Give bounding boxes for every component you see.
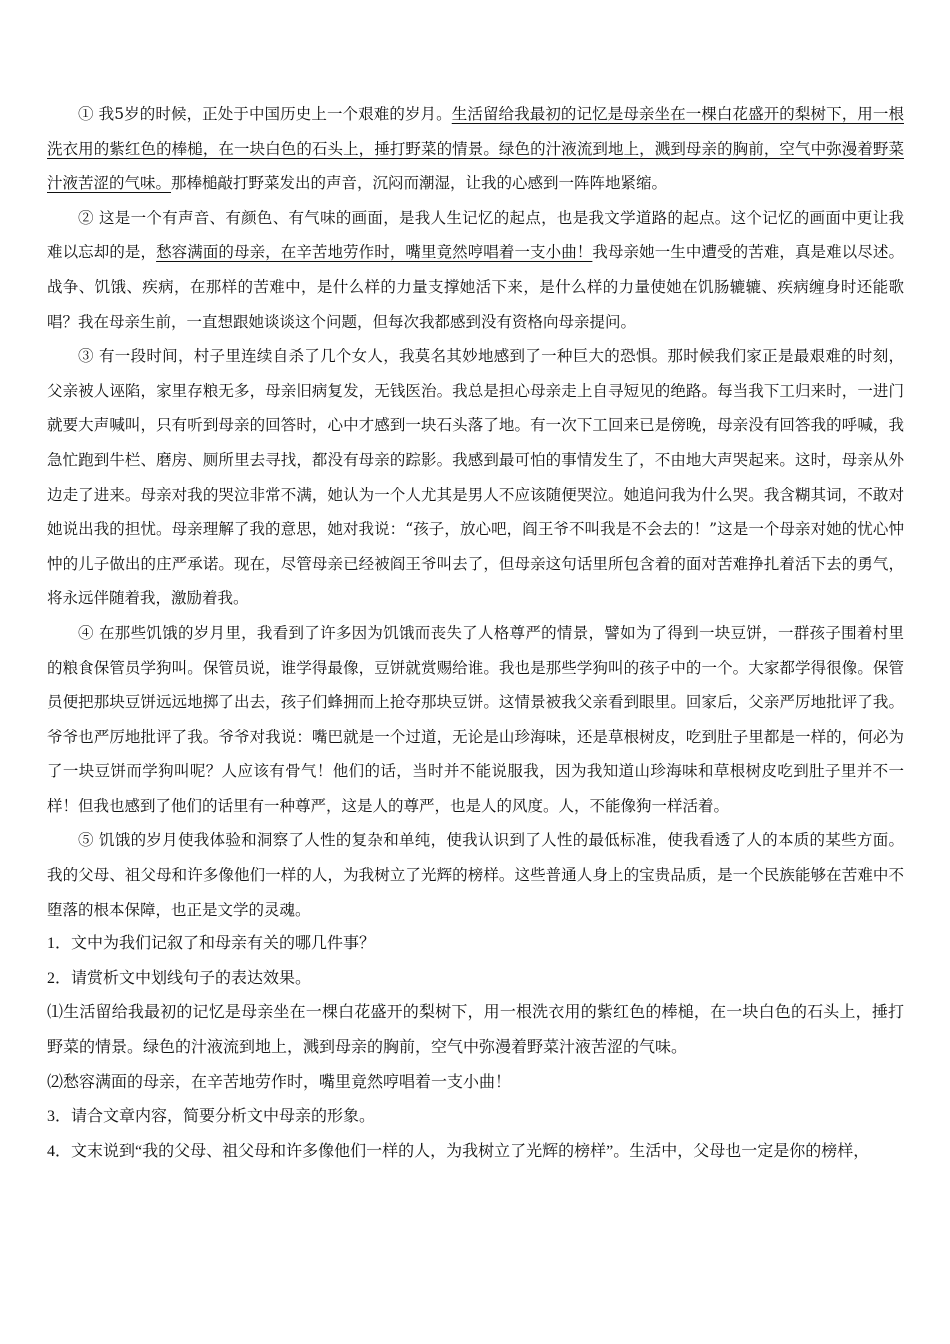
paragraph-1-text: ① 我5岁的时候，正处于中国历史上一个艰难的岁月。 [78, 105, 452, 123]
paragraph-4 [47, 616, 904, 824]
question-2-item-2: ⑵愁容满面的母亲，在辛苦地劳作时，嘴里竟然哼唱着一支小曲！ [47, 1073, 512, 1091]
paragraph-1 [47, 97, 904, 201]
paragraph-2 [47, 201, 904, 339]
question-3: 3．请合文章内容，简要分析文中母亲的形象。 [47, 1108, 376, 1126]
paragraph-2-text-end: 我母亲她一生中遭受的苦难，真是难以尽述。战争、饥饿、疾病，在那样的苦难中，是什么样的力量支撑她活下来，是什么样的力量使她在饥肠辘辘、疾病缠身时还能歌唱？我在母亲生前，一直想跟她谈谈这个问题，但每次我都感到没有资格向母亲提问。 [47, 243, 904, 331]
reading-passage [47, 97, 904, 1169]
question-2: 2．请赏析文中划线句子的表达效果。 [47, 969, 312, 987]
paragraph-5 [47, 823, 904, 927]
question-4: 4．文末说到“我的父母、祖父母和许多像他们一样的人，为我树立了光辉的榜样”。生活中，父母也一定是你的榜样， [47, 1142, 870, 1160]
underlined-sentence-1: 生活留给我最初的记忆是母亲坐在一棵白花盛开的梨树下，用一根洗衣用的紫红色的棒槌，在一块白色的石头上，捶打野菜的情景。绿色的汁液流到地上，溅到母亲的胸前，空气中弥漫着野菜汁液苦涩的气味。 [47, 105, 904, 193]
question-2-item-1: ⑴生活留给我最初的记忆是母亲坐在一棵白花盛开的梨树下，用一根洗衣用的紫红色的棒槌，在一块白色的石头上，捶打野菜的情景。绿色的汁液流到地上，溅到母亲的胸前，空气中弥漫着野菜汁液苦涩的气味。 [47, 1004, 904, 1057]
paragraph-1-text-end: 那棒槌敲打野菜发出的声音，沉闷而潮湿，让我的心感到一阵阵地紧缩。 [171, 174, 668, 193]
paragraph-3-text: ③ 有一段时间，村子里连续自杀了几个女人，我莫名其妙地感到了一种巨大的恐惧。那时候我们家正是最艰难的时刻，父亲被人诬陷，家里存粮无多，母亲旧病复发，无钱医治。我总是担心母亲走上自寻短见的绝路。每当我下工归来时，一进门就要大声喊叫，只有听到母亲的回答时，心中才感到一块石头落了地。有一次下工回来已是傍晚，母亲没有回答我的呼喊，我急忙跑到牛栏、磨房、厕所里去寻找，都没有母亲的踪影。我感到最可怕的事情发生了，不由地大声哭起来。这时，母亲从外边走了进来。母亲对我的哭泣非常不满，她认为一个人尤其是男人不应该随便哭泣。她追问我为什么哭。我含糊其词，不敢对她说出我的担忧。母亲理解了我的意思，她对我说：“孩子，放心吧，阎王爷不叫我是不会去的！”这是一个母亲对她的忧心忡忡的儿子做出的庄严承诺。现在，尽管母亲已经被阎王爷叫去了，但母亲这句话里所包含着的面对苦难挣扎着活下去的勇气，将永远伴随着我，激励着我。 [47, 347, 904, 608]
paragraph-5-text: ⑤ 饥饿的岁月使我体验和洞察了人性的复杂和单纯，使我认识到了人性的最低标准，使我看透了人的本质的某些方面。我的父母、祖父母和许多像他们一样的人，为我树立了光辉的榜样。这些普通人身上的宝贵品质，是一个民族能够在苦难中不堕落的根本保障，也正是文学的灵魂。 [47, 831, 904, 919]
question-1: 1．文中为我们记叙了和母亲有关的哪几件事？ [47, 935, 376, 953]
paragraph-2-text: ② 这是一个有声音、有颜色、有气味的画面，是我人生记忆的起点，也是我文学道路的起点。这个记忆的画面中更让我难以忘却的是， [47, 208, 904, 262]
paragraph-4-text: ④ 在那些饥饿的岁月里，我看到了许多因为饥饿而丧失了人格尊严的情景，譬如为了得到一块豆饼，一群孩子围着村里的粮食保管员学狗叫。保管员说，谁学得最像，豆饼就赏赐给谁。我也是那些学狗叫的孩子中的一个。大家都学得很像。保管员便把那块豆饼远远地掷了出去，孩子们蜂拥而上抢夺那块豆饼。这情景被我父亲看到眼里。回家后，父亲严厉地批评了我。爷爷也严厉地批评了我。爷爷对我说：嘴巴就是一个过道，无论是山珍海味，还是草根树皮，吃到肚子里都是一样的，何必为了一块豆饼而学狗叫呢？人应该有骨气！他们的话，当时并不能说服我，因为我知道山珍海味和草根树皮吃到肚子里并不一样！但我也感到了他们的话里有一种尊严，这是人的尊严，也是人的风度。人，不能像狗一样活着。 [47, 623, 904, 815]
paragraph-3 [47, 339, 904, 616]
underlined-sentence-2: 愁容满面的母亲，在辛苦地劳作时，嘴里竟然哼唱着一支小曲！ [156, 243, 593, 262]
